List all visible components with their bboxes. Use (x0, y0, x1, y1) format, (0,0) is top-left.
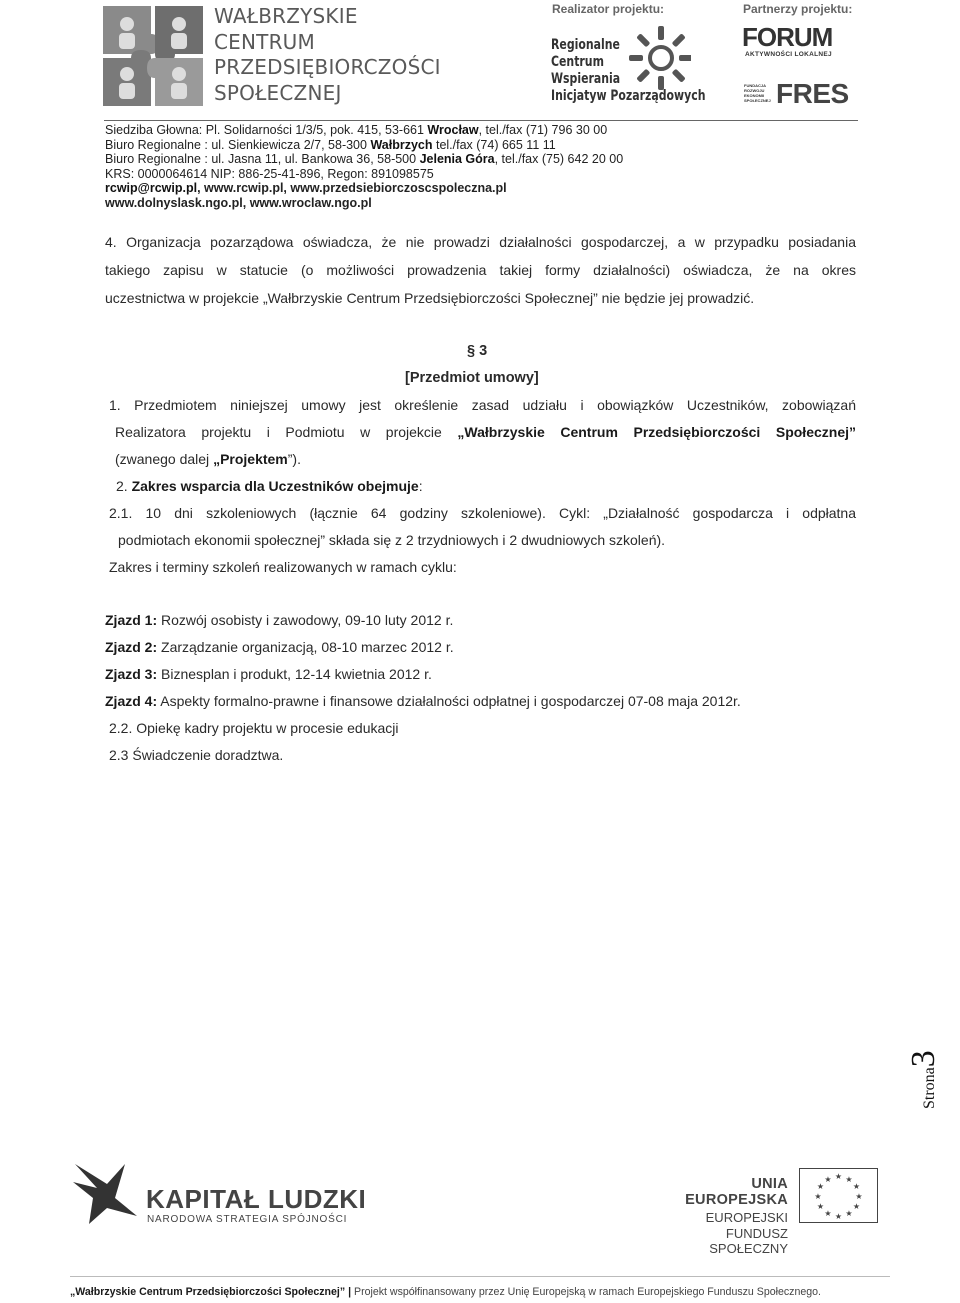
fres-small-line-1: FUNDACJA (744, 83, 766, 88)
footer-cofinancing: Projekt współfinansowany przez Unię Europejską w ramach Europejskiego Funduszu Społecznego. (354, 1286, 821, 1298)
address-line-3 (105, 152, 623, 167)
svg-text:★: ★ (834, 1212, 843, 1221)
svg-text:★: ★ (845, 1209, 853, 1218)
svg-text:★: ★ (824, 1175, 832, 1184)
paragraph-4-line-2: takiego zapisu w statucie (o możliwości prowadzenia takiej formy działalności) oświadcza, że na okres (105, 262, 856, 278)
rcwip-line-4: Inicjatyw Pozarządowych (551, 88, 706, 104)
svg-text:★: ★ (816, 1202, 825, 1211)
section-symbol: § 3 (467, 343, 488, 359)
rcwip-line-3: Wspierania (551, 71, 621, 87)
paragraph-2-1-line-1: 2.1. 10 dni szkoleniowych (łącznie 64 godziny szkoleniowe). Cykl: „Działalność gospodarcza i odpłatna (109, 505, 856, 521)
paragraph-1-line-2-a: Realizatora projektu i Podmiotu w projekcie (115, 424, 458, 440)
page-number-digit: 3 (905, 1050, 942, 1068)
paragraph-4-line-3: uczestnictwa w projekcie „Wałbrzyskie Centrum Przedsiębiorczości Społecznej” nie będzie jej prowadzić. (105, 290, 755, 306)
rcwip-logo-text (551, 37, 706, 105)
zjazd-4-text: Aspekty formalno-prawne i finansowe działalności odpłatnej i gospodarczej 07-08 maja 2012r. (157, 693, 741, 709)
zjazd-3-text: Biznesplan i produkt, 12-14 kwietnia 2012 r. (157, 666, 432, 682)
zjazd-4-label: Zjazd 4: (105, 693, 158, 709)
kapital-ludzki-star-icon (71, 1158, 141, 1228)
paragraph-2 (116, 478, 423, 494)
address-line-1-b: , tel./fax (71) 796 30 00 (478, 123, 608, 137)
footer-project-name: „Wałbrzyskie Centrum Przedsiębiorczości Społecznej” (70, 1286, 346, 1298)
forum-logo-sub: AKTYWNOŚCI LOKALNEJ (745, 51, 832, 58)
footer-divider (70, 1276, 890, 1277)
paragraph-1-line-3-a: (zwanego dalej (115, 451, 214, 467)
project-name-bold: „Wałbrzyskie Centrum Przedsiębiorczości Społecznej” (457, 424, 856, 440)
header-divider (104, 120, 858, 121)
wcps-logo-icon (101, 4, 205, 108)
paragraph-2-1-line-2: podmiotach ekonomii społecznej” składa się z 2 trzydniowych i 2 dwudniowych szkoleń). (118, 532, 666, 548)
address-city-jelenia-gora: Jelenia Góra (419, 152, 495, 167)
address-line-1-a: Siedziba Głowna: Pl. Solidarności 1/3/5, pok. 415, 53-661 (105, 123, 428, 137)
zjazd-4 (105, 693, 741, 709)
page-number-word: Strona (921, 1067, 938, 1109)
paragraph-1-line-1: 1. Przedmiotem niniejszej umowy jest określenie zasad udziału i obowiązków Uczestników, zobowiązań (109, 397, 856, 413)
footer-line (70, 1286, 821, 1298)
page-number (905, 1035, 945, 1110)
svg-text:★: ★ (852, 1182, 861, 1191)
address-line-1 (105, 123, 607, 138)
fres-logo-small (744, 83, 771, 103)
address-line-2 (105, 138, 556, 153)
paragraph-1-line-3 (115, 451, 301, 467)
eu-line-2: EUROPEJSKI (705, 1210, 788, 1225)
rcwip-line-1: Regionalne (551, 37, 620, 53)
org-name-line-4: SPOŁECZNEJ (214, 80, 342, 105)
paragraph-2-num: 2. (116, 478, 132, 494)
zjazd-2-text: Zarządzanie organizacją, 08-10 marzec 2012 r. (157, 639, 454, 655)
footer-separator: | (345, 1286, 354, 1298)
email-link[interactable]: rcwip@rcwip.pl (105, 181, 198, 196)
kapital-ludzki-subtitle: NARODOWA STRATEGIA SPÓJNOŚCI (147, 1214, 348, 1225)
fres-small-line-4: SPOŁECZNEJ (744, 98, 771, 103)
zjazd-1 (105, 612, 453, 628)
eu-line-3: FUNDUSZ SPOŁECZNY (709, 1226, 788, 1256)
paragraph-2-3: 2.3 Świadczenie doradztwa. (109, 747, 284, 763)
address-city-walbrzych: Wałbrzych (370, 137, 433, 152)
projekt-bold: „Projektem (213, 451, 288, 467)
address-line-6[interactable]: www.dolnyslask.ngo.pl, www.wroclaw.ngo.pl (105, 196, 372, 210)
svg-text:★: ★ (852, 1202, 861, 1211)
section-title: [Przedmiot umowy] (405, 370, 539, 386)
zjazd-2 (105, 639, 454, 655)
svg-text:★: ★ (824, 1209, 832, 1218)
kapital-ludzki-title: KAPITAŁ LUDZKI (146, 1184, 367, 1214)
org-name-line-2: CENTRUM (214, 29, 315, 54)
eu-flag-icon (799, 1168, 878, 1223)
paragraph-2-1-line-3: Zakres i terminy szkoleń realizowanych w ramach cyklu: (109, 559, 457, 575)
zjazd-3-label: Zjazd 3: (105, 666, 158, 682)
eu-line-1: UNIA EUROPEJSKA (685, 1176, 788, 1208)
realizator-label: Realizator projektu: (552, 2, 665, 16)
address-line-3-b: , tel./fax (75) 642 20 00 (494, 152, 624, 167)
address-line-4: KRS: 0000064614 NIP: 886-25-41-896, Regon: 891098575 (105, 166, 434, 181)
paragraph-2-title: Zakres wsparcia dla Uczestników obejmuje (131, 478, 419, 494)
svg-text:★: ★ (814, 1192, 822, 1201)
org-name-line-3: PRZEDSIĘBIORCZOŚCI (214, 55, 441, 79)
svg-text:★: ★ (834, 1172, 843, 1181)
paragraph-2-2: 2.2. Opiekę kadry projektu w procesie edukacji (109, 720, 399, 736)
paragraph-1-line-2 (115, 424, 856, 440)
partners-label: Partnerzy projektu: (743, 2, 853, 16)
svg-text:★: ★ (845, 1175, 853, 1184)
svg-text:★: ★ (855, 1192, 863, 1201)
zjazd-1-label: Zjazd 1: (105, 612, 158, 628)
org-name-line-1: WAŁBRZYSKIE (214, 4, 358, 28)
paragraph-2-colon: : (418, 478, 423, 494)
fres-small-line-3: EKONOMII (744, 93, 765, 98)
rcwip-line-2: Centrum (551, 54, 604, 70)
address-line-3-a: Biuro Regionalne : ul. Jasna 11, ul. Bankowa 36, 58-500 (105, 152, 420, 167)
website-links[interactable]: , www.rcwip.pl, www.przedsiebiorczoscspoleczna.pl (197, 181, 507, 196)
svg-text:★: ★ (816, 1182, 825, 1191)
zjazd-1-text: Rozwój osobisty i zawodowy, 09-10 luty 2012 r. (157, 612, 454, 628)
org-name (214, 4, 441, 106)
address-city-wroclaw: Wrocław (427, 123, 479, 137)
address-line-5 (105, 181, 507, 196)
address-line-2-b: tel./fax (74) 665 11 11 (432, 137, 556, 152)
fres-small-line-2: ROZWOJU (744, 88, 765, 93)
zjazd-3 (105, 666, 432, 682)
address-line-2-a: Biuro Regionalne : ul. Sienkiewicza 2/7, 58-300 (105, 137, 371, 152)
paragraph-4-line-1: 4. Organizacja pozarządowa oświadcza, że nie prowadzi działalności gospodarczej, a w przypadku posiadania (105, 234, 856, 250)
paragraph-1-line-3-c: ”). (287, 451, 301, 467)
fres-logo: FRES (776, 78, 849, 109)
forum-logo: FORUM (742, 22, 833, 52)
eu-text (648, 1176, 788, 1256)
zjazd-2-label: Zjazd 2: (105, 639, 158, 655)
